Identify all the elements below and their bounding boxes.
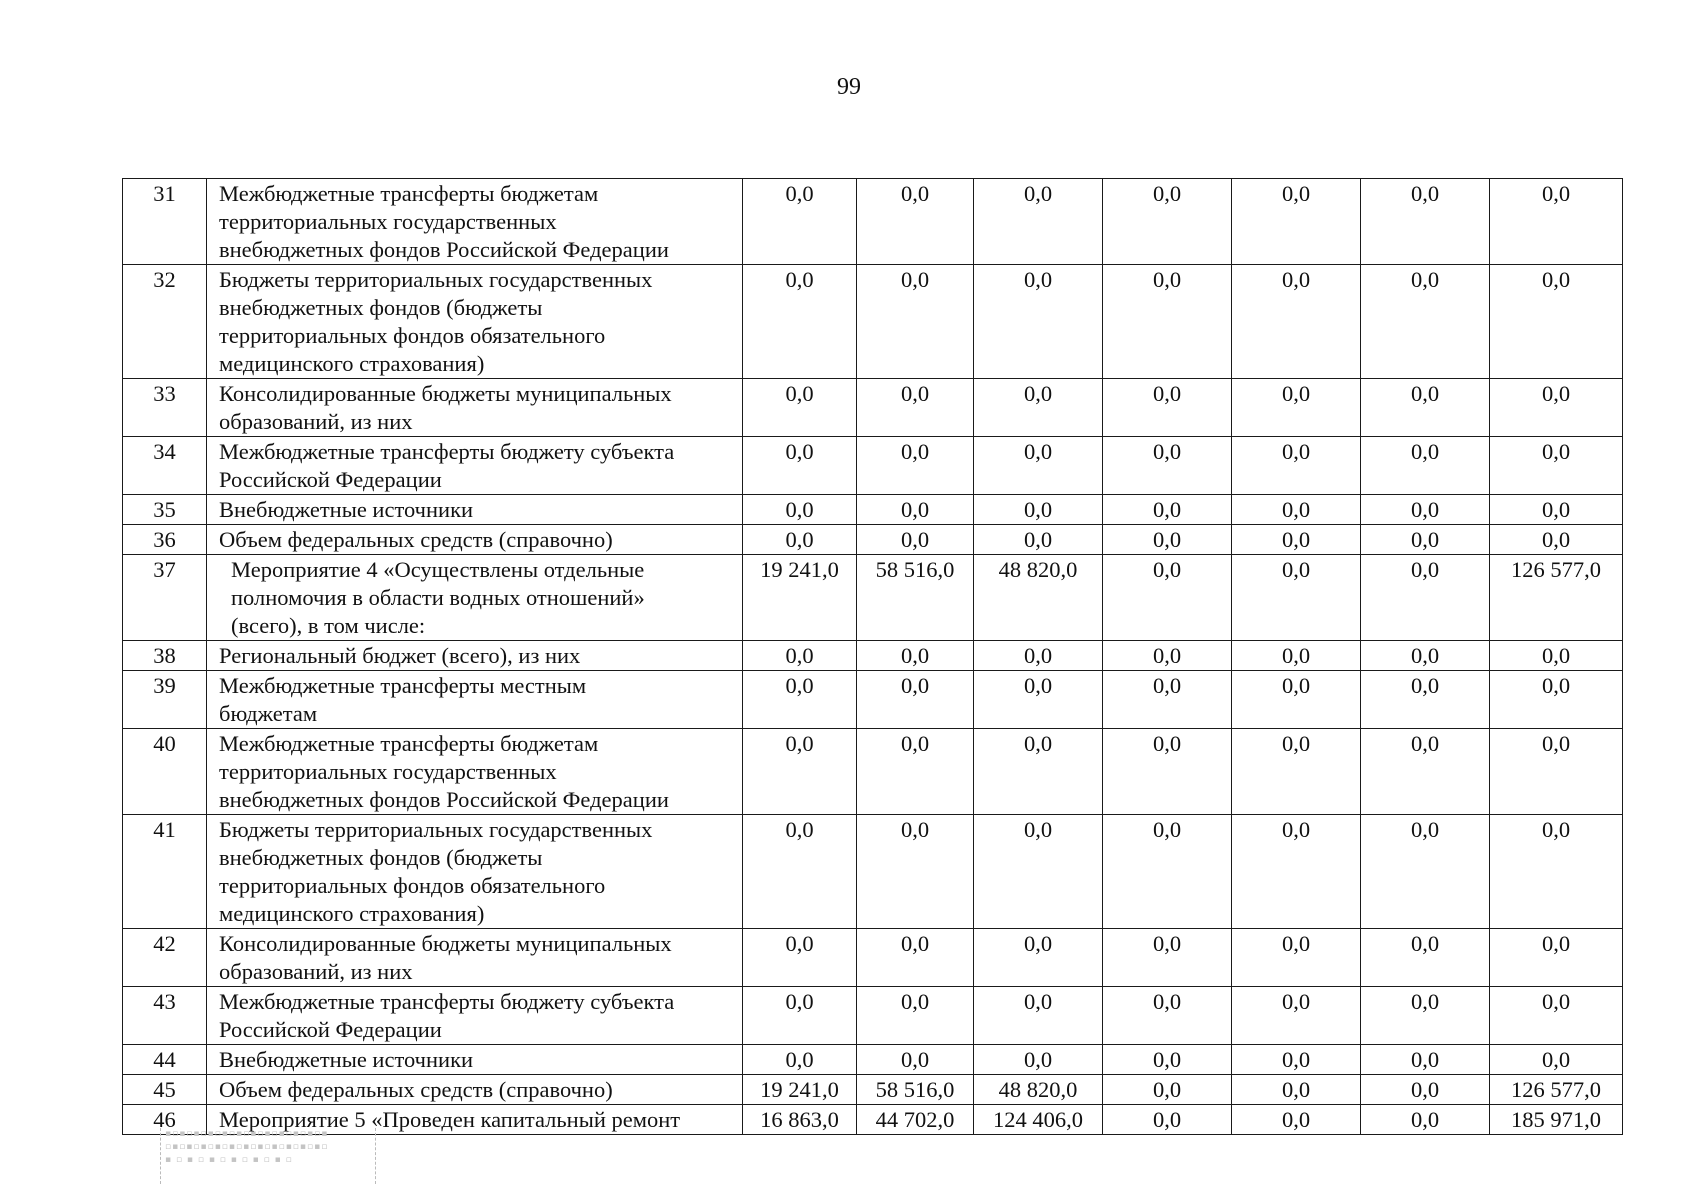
- row-value: 0,0: [857, 525, 974, 555]
- row-number: 40: [123, 729, 207, 815]
- row-value: 0,0: [1232, 555, 1361, 641]
- row-value: 0,0: [974, 179, 1103, 265]
- row-value: 0,0: [1490, 437, 1623, 495]
- table-body: [123, 179, 1623, 1135]
- row-value: 0,0: [974, 929, 1103, 987]
- row-value: 0,0: [1490, 641, 1623, 671]
- row-value: 0,0: [743, 525, 857, 555]
- row-value: 0,0: [743, 729, 857, 815]
- table-row: [123, 437, 1623, 495]
- budget-table: [122, 178, 1623, 1135]
- row-value: 0,0: [1490, 379, 1623, 437]
- row-value: 0,0: [1232, 815, 1361, 929]
- row-value: 0,0: [1103, 729, 1232, 815]
- row-value: 19 241,0: [743, 1075, 857, 1105]
- row-description: Внебюджетные источники: [207, 495, 743, 525]
- row-description: Региональный бюджет (всего), из них: [207, 641, 743, 671]
- document-stamp: ▪▫▪▫▪▫▪▫▪▫▪▫▪▫▪▫▪▫▪▫▪▫▪ ▫▪▫▪▫▪▫▪▫▪▫▪▫▪▫▪▫▪▫▪▫▪▫ ▪ ▫ ▪ ▫ ▪ ▫ ▪ ▫ ▪ ▫ ▪ ▫: [160, 1128, 376, 1184]
- row-value: 0,0: [1361, 179, 1490, 265]
- row-number: 34: [123, 437, 207, 495]
- row-value: 0,0: [743, 179, 857, 265]
- row-value: 0,0: [857, 179, 974, 265]
- row-description: Бюджеты территориальных государственных внебюджетных фондов (бюджеты территориальных фондов обязательного медицинского страхования): [207, 815, 743, 929]
- row-value: 0,0: [1361, 815, 1490, 929]
- row-value: 0,0: [743, 815, 857, 929]
- row-value: 0,0: [1232, 729, 1361, 815]
- table-row: [123, 671, 1623, 729]
- row-value: 0,0: [1361, 379, 1490, 437]
- row-value: 0,0: [1232, 1045, 1361, 1075]
- row-value: 48 820,0: [974, 555, 1103, 641]
- table-row: [123, 495, 1623, 525]
- row-value: 44 702,0: [857, 1105, 974, 1135]
- row-number: 37: [123, 555, 207, 641]
- row-description: Мероприятие 4 «Осуществлены отдельные полномочия в области водных отношений» (всего), в том числе:: [207, 555, 743, 641]
- row-value: 16 863,0: [743, 1105, 857, 1135]
- row-value: 0,0: [1361, 495, 1490, 525]
- row-number: 36: [123, 525, 207, 555]
- row-value: 0,0: [1103, 437, 1232, 495]
- row-number: 41: [123, 815, 207, 929]
- row-description: Консолидированные бюджеты муниципальных образований, из них: [207, 929, 743, 987]
- row-value: 0,0: [1103, 179, 1232, 265]
- row-value: 0,0: [974, 265, 1103, 379]
- row-description: Межбюджетные трансферты бюджетам территориальных государственных внебюджетных фондов Российской Федерации: [207, 179, 743, 265]
- row-value: 0,0: [974, 1045, 1103, 1075]
- row-value: 0,0: [857, 815, 974, 929]
- row-value: 0,0: [1361, 729, 1490, 815]
- table-row: [123, 929, 1623, 987]
- row-number: 46: [123, 1105, 207, 1135]
- table-row: [123, 179, 1623, 265]
- row-value: 0,0: [1490, 495, 1623, 525]
- row-number: 42: [123, 929, 207, 987]
- row-description: Объем федеральных средств (справочно): [207, 525, 743, 555]
- row-description: Объем федеральных средств (справочно): [207, 1075, 743, 1105]
- row-description: Межбюджетные трансферты местным бюджетам: [207, 671, 743, 729]
- table-row: [123, 729, 1623, 815]
- row-description: Бюджеты территориальных государственных внебюджетных фондов (бюджеты территориальных фондов обязательного медицинского страхования): [207, 265, 743, 379]
- row-value: 124 406,0: [974, 1105, 1103, 1135]
- row-value: 0,0: [1232, 641, 1361, 671]
- row-value: 0,0: [974, 379, 1103, 437]
- row-value: 0,0: [1361, 1075, 1490, 1105]
- row-value: 0,0: [857, 987, 974, 1045]
- table-row: [123, 525, 1623, 555]
- row-value: 0,0: [857, 641, 974, 671]
- row-value: 0,0: [857, 1045, 974, 1075]
- row-value: 0,0: [1361, 437, 1490, 495]
- row-value: 0,0: [1232, 265, 1361, 379]
- row-value: 0,0: [1232, 495, 1361, 525]
- row-value: 0,0: [857, 671, 974, 729]
- row-number: 31: [123, 179, 207, 265]
- row-value: 0,0: [1361, 555, 1490, 641]
- row-value: 0,0: [743, 1045, 857, 1075]
- row-description: Мероприятие 5 «Проведен капитальный ремонт: [207, 1105, 743, 1135]
- row-value: 0,0: [1232, 179, 1361, 265]
- row-value: 185 971,0: [1490, 1105, 1623, 1135]
- row-description: Межбюджетные трансферты бюджету субъекта Российской Федерации: [207, 987, 743, 1045]
- row-value: 0,0: [1361, 671, 1490, 729]
- page-number: 99: [837, 74, 861, 100]
- row-value: 0,0: [1103, 929, 1232, 987]
- row-number: 32: [123, 265, 207, 379]
- row-value: 0,0: [1490, 525, 1623, 555]
- row-number: 45: [123, 1075, 207, 1105]
- row-value: 58 516,0: [857, 1075, 974, 1105]
- row-value: 0,0: [1490, 929, 1623, 987]
- table-row: [123, 641, 1623, 671]
- row-value: 0,0: [743, 641, 857, 671]
- row-value: 0,0: [1490, 265, 1623, 379]
- row-value: 0,0: [974, 437, 1103, 495]
- row-value: 0,0: [1103, 987, 1232, 1045]
- row-value: 0,0: [1361, 1045, 1490, 1075]
- row-value: 0,0: [1103, 265, 1232, 379]
- row-value: 0,0: [1103, 815, 1232, 929]
- row-value: 0,0: [743, 929, 857, 987]
- table-row: [123, 379, 1623, 437]
- row-value: 0,0: [1103, 495, 1232, 525]
- row-value: 126 577,0: [1490, 555, 1623, 641]
- row-value: 0,0: [974, 525, 1103, 555]
- table-row: [123, 815, 1623, 929]
- row-value: 0,0: [1103, 379, 1232, 437]
- row-value: 0,0: [1490, 671, 1623, 729]
- row-value: 0,0: [1361, 987, 1490, 1045]
- row-value: 0,0: [743, 671, 857, 729]
- row-value: 0,0: [857, 495, 974, 525]
- row-number: 33: [123, 379, 207, 437]
- row-value: 0,0: [1232, 987, 1361, 1045]
- row-value: 0,0: [743, 265, 857, 379]
- row-value: 0,0: [1490, 179, 1623, 265]
- row-value: 0,0: [857, 265, 974, 379]
- row-value: 0,0: [1103, 525, 1232, 555]
- row-value: 0,0: [1361, 641, 1490, 671]
- row-value: 0,0: [743, 495, 857, 525]
- table-row: [123, 987, 1623, 1045]
- row-description: Внебюджетные источники: [207, 1045, 743, 1075]
- row-number: 44: [123, 1045, 207, 1075]
- row-value: 0,0: [1232, 1105, 1361, 1135]
- row-value: 19 241,0: [743, 555, 857, 641]
- row-value: 0,0: [1490, 1045, 1623, 1075]
- row-value: 0,0: [1103, 671, 1232, 729]
- row-value: 0,0: [1103, 555, 1232, 641]
- table-row: [123, 555, 1623, 641]
- row-value: 0,0: [1103, 1045, 1232, 1075]
- row-value: 0,0: [1232, 437, 1361, 495]
- row-value: 0,0: [1103, 641, 1232, 671]
- row-value: 0,0: [974, 641, 1103, 671]
- row-value: 126 577,0: [1490, 1075, 1623, 1105]
- row-value: 0,0: [857, 379, 974, 437]
- row-value: 0,0: [974, 815, 1103, 929]
- row-value: 58 516,0: [857, 555, 974, 641]
- row-value: 0,0: [1361, 929, 1490, 987]
- row-number: 35: [123, 495, 207, 525]
- table-row: [123, 265, 1623, 379]
- row-value: 0,0: [1361, 1105, 1490, 1135]
- row-value: 0,0: [1232, 929, 1361, 987]
- row-value: 0,0: [1232, 525, 1361, 555]
- row-value: 0,0: [1490, 815, 1623, 929]
- row-value: 0,0: [974, 987, 1103, 1045]
- row-value: 0,0: [1232, 1075, 1361, 1105]
- row-value: 0,0: [857, 437, 974, 495]
- row-value: 0,0: [974, 495, 1103, 525]
- row-number: 38: [123, 641, 207, 671]
- row-value: 0,0: [743, 379, 857, 437]
- row-value: 0,0: [974, 671, 1103, 729]
- row-description: Межбюджетные трансферты бюджетам территориальных государственных внебюджетных фондов Российской Федерации: [207, 729, 743, 815]
- row-value: 0,0: [1490, 729, 1623, 815]
- row-value: 0,0: [974, 729, 1103, 815]
- row-value: 0,0: [1361, 265, 1490, 379]
- row-value: 0,0: [1103, 1105, 1232, 1135]
- table-row: [123, 1045, 1623, 1075]
- row-value: 0,0: [1232, 379, 1361, 437]
- row-value: 0,0: [743, 987, 857, 1045]
- row-value: 0,0: [743, 437, 857, 495]
- table-row: [123, 1075, 1623, 1105]
- row-description: Межбюджетные трансферты бюджету субъекта Российской Федерации: [207, 437, 743, 495]
- row-value: 0,0: [857, 729, 974, 815]
- row-value: 48 820,0: [974, 1075, 1103, 1105]
- row-value: 0,0: [1361, 525, 1490, 555]
- row-value: 0,0: [1103, 1075, 1232, 1105]
- row-description: Консолидированные бюджеты муниципальных образований, из них: [207, 379, 743, 437]
- row-value: 0,0: [857, 929, 974, 987]
- row-number: 43: [123, 987, 207, 1045]
- row-value: 0,0: [1232, 671, 1361, 729]
- row-value: 0,0: [1490, 987, 1623, 1045]
- row-number: 39: [123, 671, 207, 729]
